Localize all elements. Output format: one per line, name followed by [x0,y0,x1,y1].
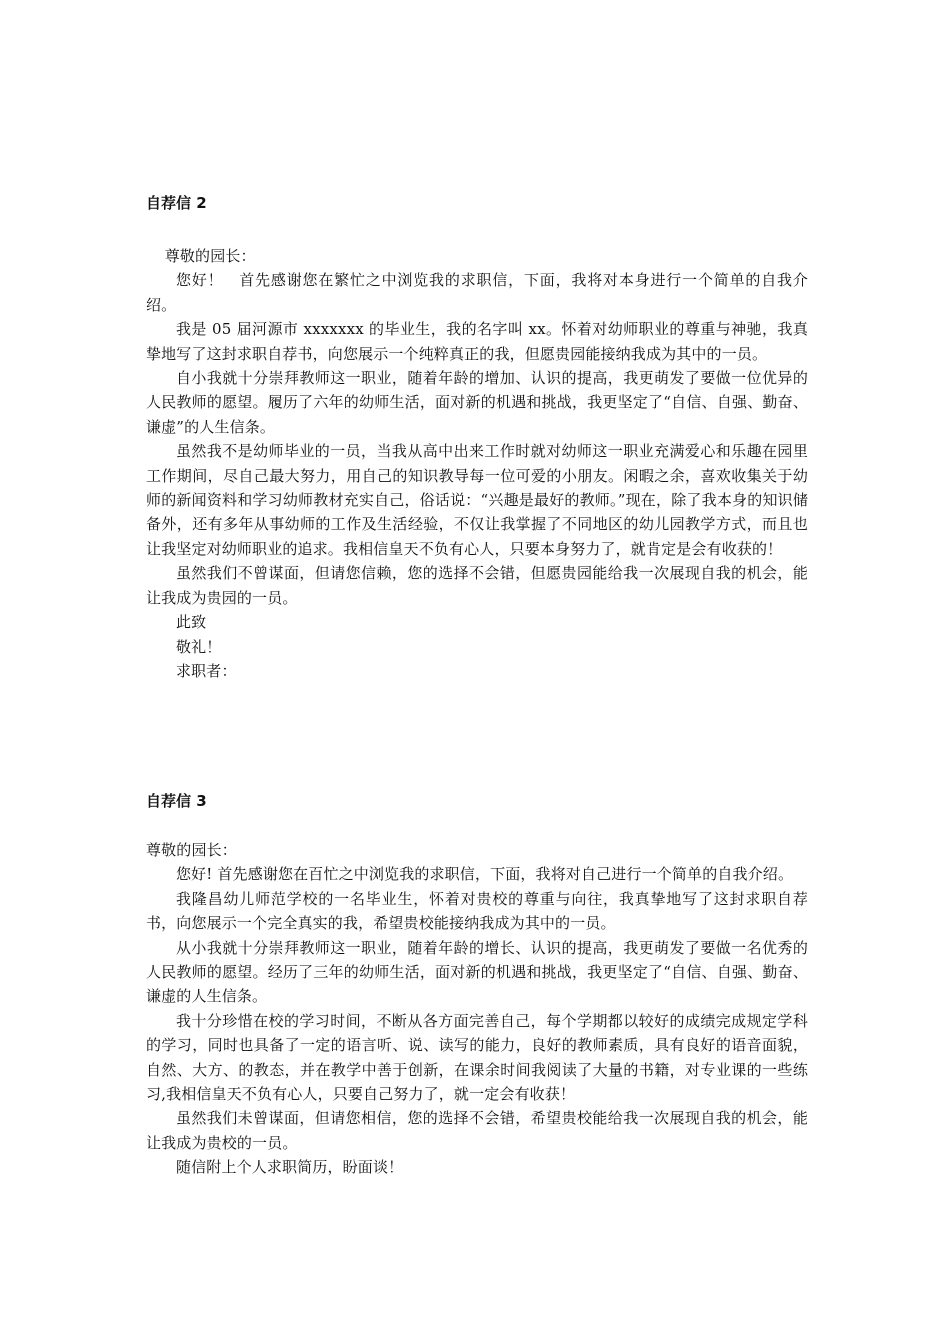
letter-2-salutation: 尊敬的园长： [164,247,256,265]
letter-2-closing-1: 此致 [176,613,207,632]
letter-3-paragraph-4: 我十分珍惜在校的学习时间，不断从各方面完善自己，每个学期都以较好的成绩完成规定学科的学习，同时也具备了一定的语言听、说、读写的能力，良好的教师素质，具有良好的语音面貌，自然、大方、的教态，并在教学中善于创新，在课余时间我阅读了大量的书籍，对专业课的一些练习,我相信皇天不负有心人，只要自己努力了，就一定会有收获！ [146,1011,808,1104]
letter-2-paragraph-5: 虽然我们不曾谋面，但请您信赖，您的选择不会错，但愿贵园能给我一次展现自我的机会，能让我成为贵园的一员。 [146,564,808,607]
letter-3-paragraph-6: 随信附上个人求职简历，盼面谈！ [176,1158,404,1177]
letter-3-title: 自荐信 3 [146,792,207,810]
letter-3-paragraph-2: 我隆昌幼儿师范学校的一名毕业生，怀着对贵校的尊重与向往，我真挚地写了这封求职自荐书，向您展示一个完全真实的我，希望贵校能接纳我成为其中的一员。 [146,889,808,933]
letter-2-closing-2: 敬礼！ [176,637,222,656]
letter-2-paragraph-4: 虽然我不是幼师毕业的一员，当我从高中出来工作时就对幼师这一职业充满爱心和乐趣在园里工作期间，尽自己最大努力，用自己的知识教导每一位可爱的小朋友。闲暇之余，喜欢收集关于幼师的新闻资料和学习幼师教材充实自己，俗话说：“兴趣是最好的教师。”现在，除了我本身的知识储备外，还有多年从事幼师的工作及生活经验，不仅让我掌握了不同地区的幼儿园教学方式，而且也让我坚定对幼师职业的追求。我相信皇天不负有心人，只要本身努力了，就肯定是会有收获的！ [146,442,808,558]
letter-3-body [146,838,808,1180]
letter-3-paragraph-1: 您好! 首先感谢您在百忙之中浏览我的求职信，下面，我将对自己进行一个简单的自我介绍。 [176,865,794,884]
letter-2-paragraph-3: 自小我就十分崇拜教师这一职业，随着年龄的增加、认识的提高，我更萌发了要做一位优异的人民教师的愿望。履历了六年的幼师生活，面对新的机遇和挑战，我更坚定了“自信、自强、勤奋、谦虚”的人生信条。 [146,369,808,436]
letter-2-title: 自荐信 2 [146,194,207,212]
letter-2-signature: 求职者： [176,661,237,680]
letter-2-paragraph-2: 我是 05 届河源市 xxxxxxx 的毕业生，我的名字叫 xx。怀着对幼师职业的尊重与神驰，我真挚地写了这封求职自荐书，向您展示一个纯粹真正的我，但愿贵园能接纳我成为其中的一员。 [146,320,808,363]
letter-3-paragraph-3: 从小我就十分崇拜教师这一职业，随着年龄的增长、认识的提高，我更萌发了要做一名优秀的人民教师的愿望。经历了三年的幼师生活，面对新的机遇和挑战，我更坚定了“自信、自强、勤奋、谦虚的人生信条。 [146,938,808,1006]
letter-2-paragraph-1: 您好！ 首先感谢您在繁忙之中浏览我的求职信，下面，我将对本身进行一个简单的自我介绍。 [146,271,808,314]
letter-2-body [146,244,808,683]
letter-3-salutation: 尊敬的园长： [146,841,237,859]
letter-3-paragraph-5: 虽然我们未曾谋面，但请您相信，您的选择不会错，希望贵校能给我一次展现自我的机会，能让我成为贵校的一员。 [146,1109,808,1152]
